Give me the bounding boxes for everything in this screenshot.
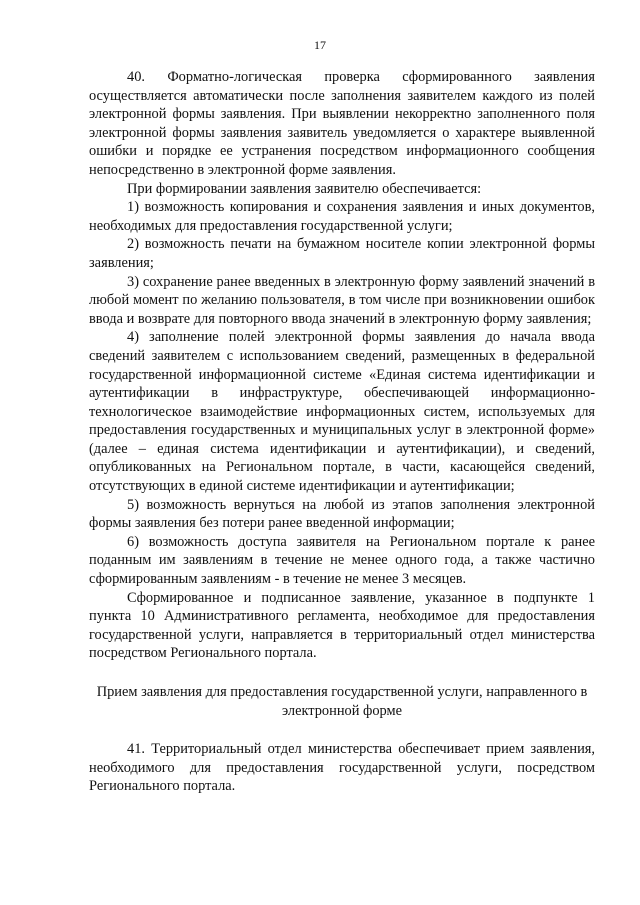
list-item-2: 2) возможность печати на бумажном носителе копии электронной формы заявления; bbox=[89, 236, 595, 271]
paragraph-intro-list: При формировании заявления заявителю обеспечивается: bbox=[127, 180, 482, 197]
section-heading: Прием заявления для предоставления государственной услуги, направленного в электронной форме bbox=[96, 684, 588, 719]
paragraph-submission: Сформированное и подписанное заявление, указанное в подпункте 1 пункта 10 Административного регламента, необходимое для предоставления государственной услуги, направляется в территориальный отдел министерства посредством Регионального портала. bbox=[89, 589, 595, 662]
list-item-1: 1) возможность копирования и сохранения заявления и иных документов, необходимых для предоставления государственной услуги; bbox=[89, 199, 595, 234]
paragraph-41: 41. Территориальный отдел министерства обеспечивает прием заявления, необходимого для предоставления государственной услуги, посредством Регионального портала. bbox=[89, 741, 595, 795]
list-item-4: 4) заполнение полей электронной формы заявления до начала ввода сведений заявителем с использованием сведений, размещенных в федеральной государственной информационной системе «Единая система идентификации и аутентификации в инфраструктуре, обеспечивающей информационно-технологическое взаимодействие информационных систем, используемых для предоставления государственных и муниципальных услуг в электронной форме» (далее – единая система идентификации и аутентификации), и сведений, опубликованных на Региональном портале, в части, касающейся сведений, отсутствующих в единой системе идентификации и аутентификации; bbox=[89, 329, 595, 495]
document-body bbox=[89, 68, 595, 796]
paragraph-40: 40. Форматно-логическая проверка сформированного заявления осуществляется автоматически после заполнения заявителем каждого из полей электронной формы заявления. При выявлении некорректно заполненного поля электронной формы заявления заявитель уведомляется о характере выявленной ошибки и порядке ее устранения посредством информационного сообщения непосредственно в электронной форме заявления. bbox=[89, 69, 595, 178]
page-number: 17 bbox=[314, 38, 326, 52]
list-item-3: 3) сохранение ранее введенных в электронную форму заявлений значений в любой момент по желанию пользователя, в том числе при возникновении ошибок ввода и возврате для повторного ввода значений в электронную форму заявления; bbox=[89, 273, 595, 327]
list-item-5: 5) возможность вернуться на любой из этапов заполнения электронной формы заявления без потери ранее введенной информации; bbox=[89, 496, 595, 532]
list-item-6: 6) возможность доступа заявителя на Региональном портале к ранее поданным им заявлениям в течение не менее одного года, а также частично сформированным заявлениям - в течение не менее 3 месяцев. bbox=[89, 533, 595, 588]
